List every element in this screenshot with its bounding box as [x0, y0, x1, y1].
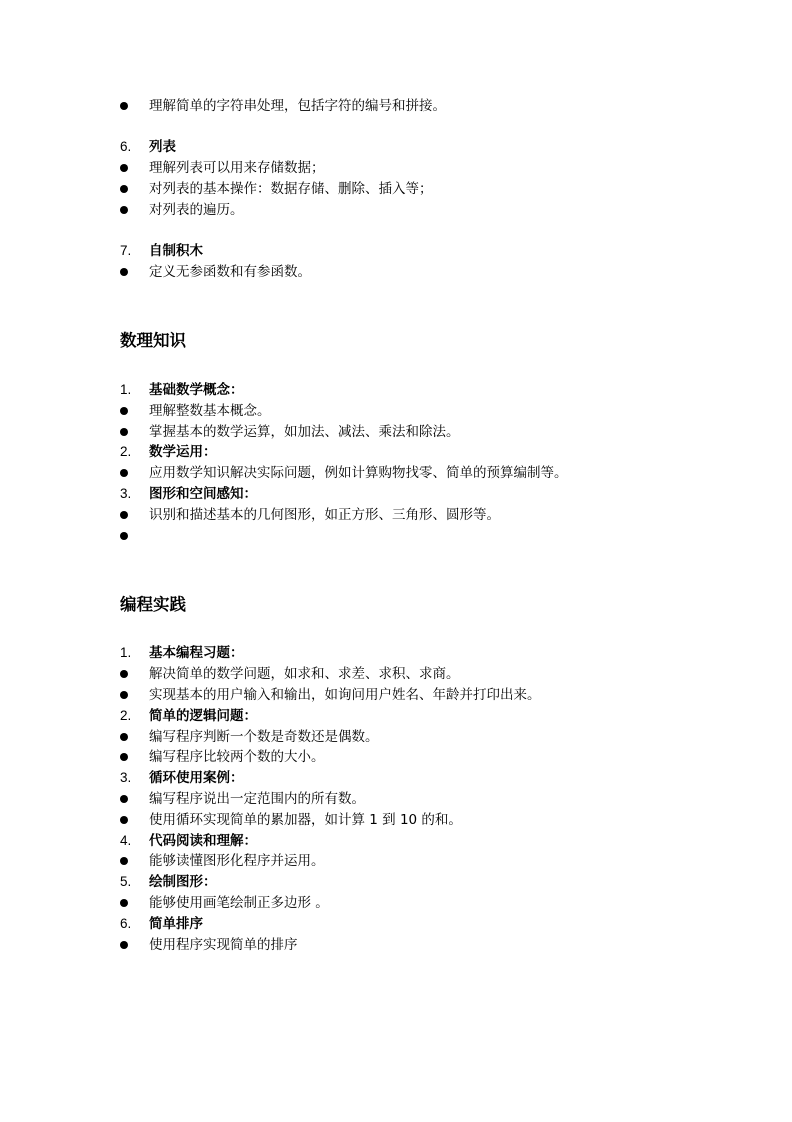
list-item-text: 编写程序比较两个数的大小。 [149, 749, 325, 765]
bullet-icon [120, 164, 128, 172]
numbered-heading-text: 基本编程习题： [149, 645, 244, 661]
list-number: 1. [120, 645, 132, 660]
list-number: 2. [120, 444, 132, 459]
list-item-text: 能够读懂图形化程序并运用。 [149, 853, 325, 869]
list-item-text: 定义无参函数和有参函数。 [149, 264, 311, 280]
list-number: 5. [120, 874, 132, 889]
list-number: 1. [120, 382, 132, 397]
numbered-heading-text: 自制积木 [149, 243, 203, 259]
list-item-text: 解决简单的数学问题，如求和、求差、求积、求商。 [149, 666, 460, 682]
numbered-heading-text: 基础数学概念： [149, 382, 244, 398]
list-item-text: 使用循环实现简单的累加器，如计算 1 到 10 的和。 [149, 812, 462, 828]
list-number: 4. [120, 833, 132, 848]
bullet-icon [120, 795, 128, 803]
list-item-text: 对列表的遍历。 [149, 202, 244, 218]
list-number: 6. [120, 139, 132, 154]
list-number: 6. [120, 916, 132, 931]
list-item-text: 理解简单的字符串处理，包括字符的编号和拼接。 [149, 98, 446, 114]
bullet-icon [120, 102, 128, 110]
numbered-heading-text: 简单的逻辑问题： [149, 708, 257, 724]
numbered-heading-text: 循环使用案例： [149, 770, 244, 786]
numbered-heading-text: 简单排序 [149, 916, 203, 932]
list-number: 2. [120, 708, 132, 723]
bullet-icon [120, 941, 128, 949]
list-item-text: 对列表的基本操作：数据存储、删除、插入等； [149, 181, 433, 197]
list-item-text: 编写程序说出一定范围内的所有数。 [149, 791, 365, 807]
bullet-icon [120, 857, 128, 865]
list-number: 7. [120, 243, 132, 258]
bullet-icon [120, 733, 128, 741]
list-item-text: 理解整数基本概念。 [149, 403, 271, 419]
section-heading-math: 数理知识 [120, 331, 186, 350]
numbered-heading-text: 绘制图形： [149, 874, 217, 890]
list-item-text: 掌握基本的数学运算，如加法、减法、乘法和除法。 [149, 424, 460, 440]
bullet-icon [120, 670, 128, 678]
bullet-icon [120, 899, 128, 907]
bullet-icon [120, 268, 128, 276]
numbered-heading-text: 列表 [149, 139, 176, 155]
bullet-icon [120, 511, 128, 519]
bullet-icon [120, 185, 128, 193]
list-item-text: 理解列表可以用来存储数据； [149, 160, 325, 176]
bullet-icon [120, 816, 128, 824]
list-number: 3. [120, 770, 132, 785]
numbered-heading-text: 代码阅读和理解： [149, 833, 257, 849]
section-heading-programming: 编程实践 [120, 595, 186, 614]
bullet-icon [120, 206, 128, 214]
bullet-icon [120, 469, 128, 477]
bullet-icon [120, 428, 128, 436]
list-item-text: 使用程序实现简单的排序 [149, 937, 298, 953]
list-item-text: 应用数学知识解决实际问题，例如计算购物找零、简单的预算编制等。 [149, 465, 568, 481]
list-item-text: 识别和描述基本的几何图形，如正方形、三角形、圆形等。 [149, 507, 500, 523]
list-item-text: 编写程序判断一个数是奇数还是偶数。 [149, 729, 379, 745]
bullet-icon [120, 407, 128, 415]
numbered-heading-text: 图形和空间感知： [149, 486, 257, 502]
numbered-heading-text: 数学运用： [149, 444, 217, 460]
bullet-icon [120, 532, 128, 540]
bullet-icon [120, 753, 128, 761]
bullet-icon [120, 691, 128, 699]
list-number: 3. [120, 486, 132, 501]
list-item-text: 能够使用画笔绘制正多边形 。 [149, 895, 329, 911]
list-item-text: 实现基本的用户输入和输出，如询问用户姓名、年龄并打印出来。 [149, 687, 541, 703]
